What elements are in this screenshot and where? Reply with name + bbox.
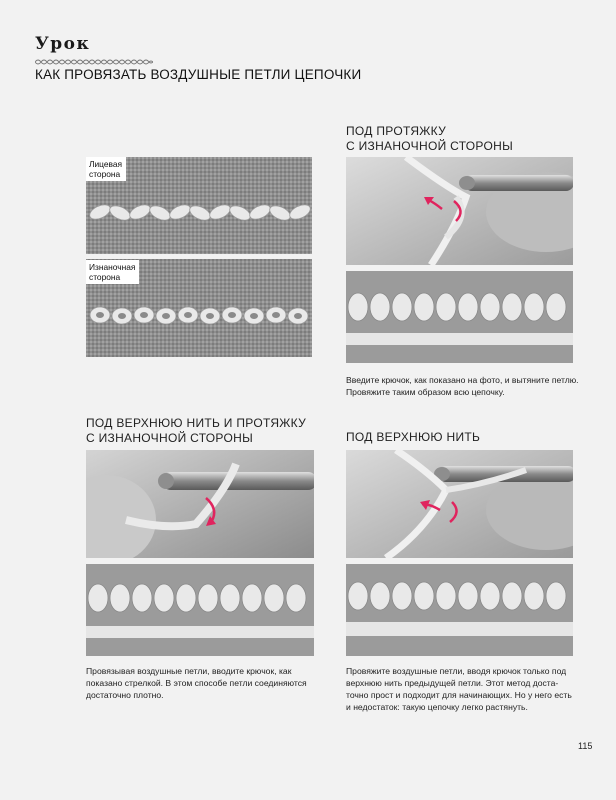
back-bump-title: ПОД ПРОТЯЖКУ С ИЗНАНОЧНОЙ СТОРОНЫ (346, 124, 513, 153)
top-loop-photo (346, 450, 573, 656)
main-title: КАК ПРОВЯЗАТЬ ВОЗДУШНЫЕ ПЕТЛИ ЦЕПОЧКИ (35, 67, 362, 82)
lesson-heading: Урок (35, 34, 91, 54)
top-loop-caption: Провяжите воздушные петли, вводя крючок только под верхнюю нить предыдущей петли. Этот метод доста- точно прост и подходит для начинающих. Но у него есть и недостаток: такую цепочку легко растянуть. (346, 666, 572, 712)
top-loop-title: ПОД ВЕРХНЮЮ НИТЬ (346, 430, 481, 444)
top-and-back-caption: Провязывая воздушные петли, вводите крючок, как показано стрелкой. В этом способе петли соединяются достаточно плотно. (86, 666, 307, 700)
chain-sides-photo (86, 157, 312, 357)
ornament-divider (35, 58, 153, 66)
top-and-back-photo (86, 450, 314, 656)
page-number: 115 (578, 741, 593, 751)
back-bump-caption: Введите крючок, как показано на фото, и вытяните петлю. Провяжите таким образом всю цепочку. (346, 375, 579, 397)
front-side-label: Лицевая сторона (86, 157, 126, 181)
back-side-label: Изнаночная сторона (86, 260, 139, 284)
top-and-back-title: ПОД ВЕРХНЮЮ НИТЬ И ПРОТЯЖКУ С ИЗНАНОЧНОЙ СТОРОНЫ (86, 416, 307, 445)
back-bump-photo (346, 157, 573, 363)
